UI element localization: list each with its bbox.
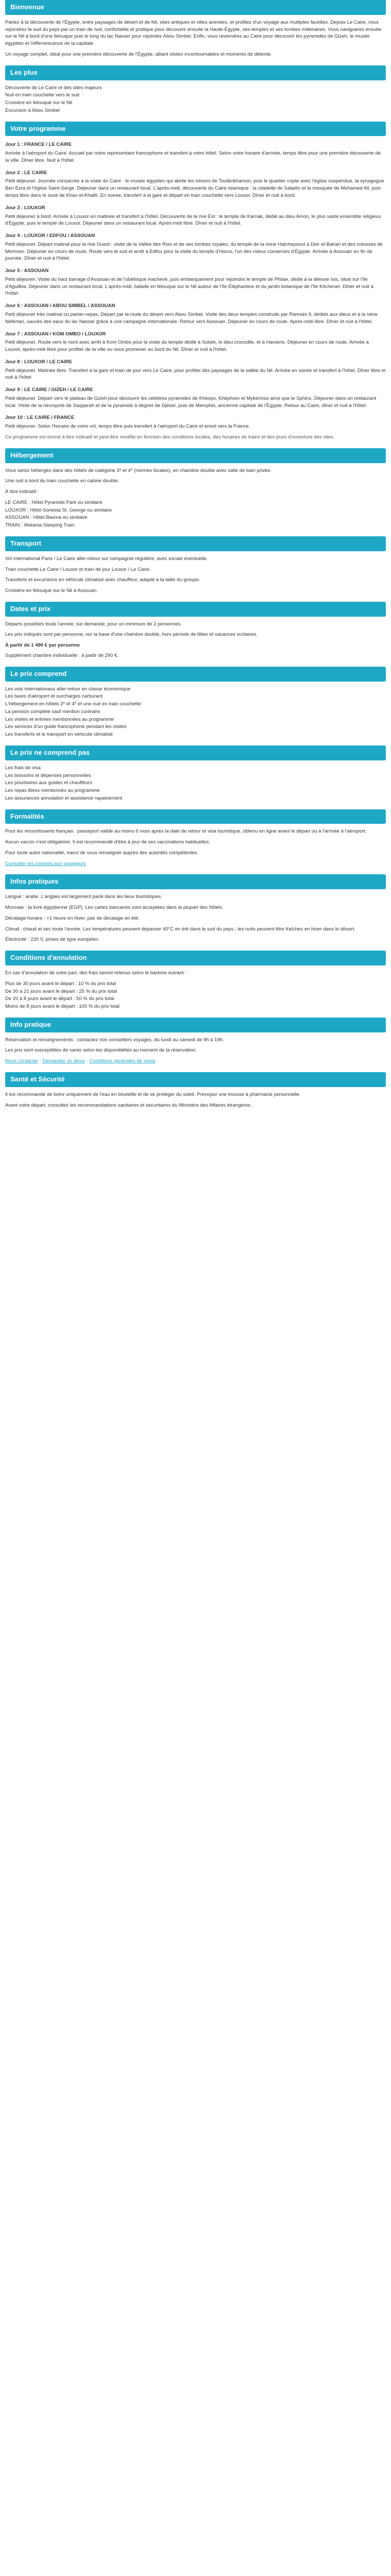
info-pratique-paragraph: Les prix sont susceptibles de varier selon les disponibilités au moment de la réservation. xyxy=(5,1047,197,1054)
non-inclus-item: Les repas libres mentionnés au programme xyxy=(5,788,100,794)
day-text: Arrivée à l'aéroport du Caire. Accueil par notre représentant francophone et transfert à votre hôtel. Selon votre horaire d'arrivée, temps libre pour une première découverte de la ville. Dîner libre. Nuit à l'hôtel. xyxy=(5,150,381,163)
day-text: Petit déjeuner. Journée consacrée à la visite du Caire : le musée égyptien qui abrite les trésors de Toutânkhamon, puis le quartier copte avec l'église suspendue, la synagogue Ben Ezra et l'église Saint-Serge. Déjeuner dans un restaurant local. L'après-midi, découverte du Caire islamique : la citadelle de Saladin et la mosquée de Mohamed Ali, puis temps libre dans le souk de Khan el-Khalili. En soirée, transfert à la gare et départ en train couchette vers Louxor. Dîner et nuit à bord. xyxy=(5,178,384,199)
section-header-sante: Santé et Sécurité xyxy=(5,1072,386,1087)
section-header-programme: Votre programme xyxy=(5,122,386,137)
day-text: Petit déjeuner. Matinée libre. Transfert à la gare et train de jour vers Le Caire, pour profiter des paysages de la vallée du Nil. Arrivée en soirée et transfert à l'hôtel. Dîner libre et nuit à l'hôtel. xyxy=(5,367,386,381)
les-plus-item: Croisière en felouque sur le Nil xyxy=(5,100,72,106)
hebergement-item: TRAIN : Watania Sleeping Train xyxy=(5,522,75,529)
section-header-info-pratique: Info pratique xyxy=(5,1018,386,1032)
section-header-hebergement: Hébergement xyxy=(5,448,386,463)
day-text: Petit déjeuner. Départ matinal pour la rive Ouest : visite de la Vallée des Rois et de ses tombes royales, du temple de la reine Hatchepsout à Deir el-Bahari et des colosses de Memnon. Déjeuner en cours de route. Route vers le sud et arrêt à Edfou pour la visite du temple d'Horus, l'un des mieux conservés d'Égypte. Arrivée à Assouan en fin de journée. Dîner et nuit à l'hôtel. xyxy=(5,241,383,262)
inclus-item: L'hébergement en hôtels 3* et 4* et une nuit en train couchette xyxy=(5,701,141,707)
section-header-transport: Transport xyxy=(5,536,386,551)
non-inclus-item: Les boissons et dépenses personnelles xyxy=(5,772,91,778)
les-plus-item: Nuit en train couchette vers le sud xyxy=(5,92,79,98)
day-text: Petit déjeuner à bord. Arrivée à Louxor en matinée et transfert à l'hôtel. Découverte de la rive Est : le temple de Karnak, dédié au dieu Amon, le plus vaste ensemble religieux d'Égypte, puis le temple de Louxor. Déjeuner dans un restaurant local. Après-midi libre. Dîner et nuit à l'hôtel. xyxy=(5,213,381,227)
inclus-item: Les transferts et le transport en véhicule climatisé xyxy=(5,732,113,738)
day-title: Jour 7 : ASSOUAN / KOM OMBO / LOUXOR xyxy=(5,331,106,337)
annulation-item: De 30 à 21 jours avant le départ : 25 % du prix total xyxy=(5,988,117,994)
hebergement-item: LOUXOR : Hôtel Sonesta St. George ou similaire xyxy=(5,507,112,513)
hebergement-paragraph: Vous serez hébergés dans des hôtels de catégorie 3* et 4* (normes locales), en chambre double avec salle de bain privée. xyxy=(5,467,272,473)
bienvenue-paragraph: Un voyage complet, idéal pour une première découverte de l'Égypte, alliant visites incontournables et moments de détente. xyxy=(5,51,272,57)
infos-pratiques-paragraph: Monnaie : la livre égyptienne (EGP). Les cartes bancaires sont acceptées dans la plupart des hôtels. xyxy=(5,905,223,911)
infos-pratiques-paragraph: Électricité : 220 V, prises de type européen. xyxy=(5,937,100,943)
formalites-paragraph: Aucun vaccin n'est obligatoire. Il est recommandé d'être à jour de ses vaccinations habituelles. xyxy=(5,839,210,845)
annulation-item: Moins de 8 jours avant le départ : 100 % du prix total xyxy=(5,1004,120,1010)
day-title: Jour 4 : LOUXOR / EDFOU / ASSOUAN xyxy=(5,233,95,239)
section-header-annulation: Conditions d'annulation xyxy=(5,951,386,965)
infos-pratiques-paragraph: Climat : chaud et sec toute l'année. Les températures peuvent dépasser 40°C en été dans le sud du pays ; les nuits peuvent être fraîches en hiver dans le désert. xyxy=(5,926,355,932)
les-plus-item: Découverte de Le Caire et des sites majeurs xyxy=(5,84,102,91)
day-title: Jour 3 : LOUXOR xyxy=(5,205,45,211)
dates-prix-paragraph: Les prix indiqués sont par personne, sur la base d'une chambre double, hors période de fêtes et vacances scolaires. xyxy=(5,632,258,638)
day-title: Jour 1 : FRANCE / LE CAIRE xyxy=(5,142,72,148)
day-text: Petit déjeuner. Visite du haut barrage d'Assouan et de l'obélisque inachevé, puis embarquement pour rejoindre le temple de Philae, dédié à la déesse Isis, situé sur l'île d'Aguilkia. Déjeuner dans un restaurant local. L'après-midi, balade en felouque sur le Nil autour de l'île Éléphantine et du jardin botanique de l'île Kitchener. Dîner et nuit à l'hôtel. xyxy=(5,276,373,297)
dates-prix-paragraph: Départs possibles toute l'année, sur demande, pour un minimum de 2 personnes. xyxy=(5,621,182,627)
section-header-non-inclus: Le prix ne comprend pas xyxy=(5,745,386,760)
inclus-item: Les visites et entrées mentionnées au programme xyxy=(5,716,114,722)
cgv-link[interactable]: Conditions générales de vente xyxy=(89,1058,156,1064)
day-title: Jour 5 : ASSOUAN xyxy=(5,268,49,274)
formalites-paragraph: Pour toute autre nationalité, merci de vous renseigner auprès des autorités compétentes. xyxy=(5,850,199,856)
day-title: Jour 8 : LOUXOR / LE CAIRE xyxy=(5,359,72,365)
devis-link[interactable]: Demander un devis xyxy=(42,1058,85,1064)
transport-paragraph: Transferts et excursions en véhicule climatisé avec chauffeur, adapté à la taille du groupe. xyxy=(5,577,201,583)
section-header-infos-pratiques: Infos pratiques xyxy=(5,874,386,889)
non-inclus-item: Les frais de visa xyxy=(5,765,41,771)
annulation-paragraph: En cas d'annulation de votre part, des frais seront retenus selon le barème suivant : xyxy=(5,970,187,976)
day-title: Jour 2 : LE CAIRE xyxy=(5,170,47,176)
day-text: Petit déjeuner très matinal ou panier-repas. Départ par la route du désert vers Abou Simbel. Visite des deux temples construits par Ramsès II, dédiés aux dieux et à la reine Néfertari, sauvés des eaux du lac Nasser grâce à une campagne internationale. Retour vers Assouan. Déjeuner en cours de route. Après-midi libre. Dîner et nuit à l'hôtel. xyxy=(5,311,378,325)
infos-pratiques-paragraph: Décalage horaire : +1 heure en hiver, pas de décalage en été. xyxy=(5,915,140,921)
day-text: Petit déjeuner. Route vers le nord avec arrêt à Kom Ombo pour la visite du temple dédié à Sobek, le dieu crocodile, et à Haroeris. Déjeuner en cours de route. Arrivée à Louxor, après-midi libre pour profiter de la ville ou vous promener au bord du Nil. Dîner et nuit à l'hôtel. xyxy=(5,340,369,353)
hebergement-item: ASSOUAN : Hôtel Basma ou similaire xyxy=(5,515,88,521)
sante-paragraph: Avant votre départ, consultez les recommandations sanitaires et sécuritaires du Ministère des Affaires étrangères. xyxy=(5,1102,252,1108)
inclus-item: Les vols internationaux aller-retour en classe économique xyxy=(5,686,131,692)
info-pratique-paragraph: Réservation et renseignements : contactez nos conseillers voyages, du lundi au samedi de 9h à 19h. xyxy=(5,1037,224,1043)
page: Bienvenue Partez à la découverte de l'Égypte, entre paysages de désert et de Nil, sites antiques et villes animées, et profitez d'un voyage aux multiples facettes. Depuis Le Caire, vous rejoindrez le sud du pays par un train de nuit, confortable et pratique pour découvrir ensuite la Haute-Égypte, ses temples et ses tombes millénaires. Vous naviguerez ensuite sur le Nil à bord d'une felouque puis le long du lac Nasser pour rejoindre Abou Simbel. Enfin, vous reviendrez au Caire pour découvrir les pyramides de Gizeh, le musée égyptien et l'effervescence de la capitale. Un voyage complet, idéal pour une première découverte de l'Égypte, alliant visites incontournables et moments de détente. Les plus Découverte de Le Caire et des sites majeurs Nuit en train couchette vers le sud Croisière en felouque sur le Nil Excursion à Abou Simbel Votre programme Jour 1 : FRANCE / LE CAIRE Arrivée à l'aéroport du Caire. Accueil par notre représentant francophone et transfert à votre hôtel. Selon votre horaire d'arrivée, temps libre pour une première découverte de la ville. Dîner libre. Nuit à l'hôtel. Jour 2 : LE CAIRE Petit déjeuner. Journée consacrée à la visite du Caire : le musée égyptien qui abrite les trésors de Toutânkhamon, puis le quartier copte avec l'église suspendue, la synagogue Ben Ezra et l'église Saint-Serge. Déjeuner dans un restaurant local. L'après-midi, découverte du Caire islamique : la citadelle de Saladin et la mosquée de Mohamed Ali, puis temps libre dans le souk de Khan el-Khalili. En soirée, transfert à la gare et départ en train couchette vers Louxor. Dîner et nuit à bord. Jour 3 : LOUXOR Petit déjeuner à bord. Arrivée à Louxor en matinée et transfert à l'hôtel. Découverte de la rive Est : le temple de Karnak, dédié au dieu Amon, le plus vaste ensemble religieux d'Égypte, puis le temple de Louxor. Déjeuner dans un restaurant local. Après-midi libre. Dîner et nuit à l'hôtel. Jour 4 : LOUXOR / EDFOU / ASSOUAN Petit déjeuner. Départ matinal pour la rive Ouest : visite de la Vallée des Rois et de ses tombes royales, du temple de la reine Hatchepsout à Deir el-Bahari et des colosses de Memnon. Déjeuner en cours de route. Route vers le sud et arrêt à Edfou pour la visite du temple d'Horus, l'un des mieux conservés d'Égypte. Arrivée à Assouan en fin de journée. Dîner et nuit à l'hôtel. Jour 5 : ASSOUAN Petit déjeuner. Visite du haut barrage d'Assouan et de l'obélisque inachevé, puis embarquement pour rejoindre le temple de Philae, dédié à la déesse Isis, situé sur l'île d'Aguilkia. Déjeuner dans un restaurant local. L'après-midi, balade en felouque sur le Nil autour de l'île Éléphantine et du jardin botanique de l'île Kitchener. Dîner et nuit à l'hôtel. Jour 6 : ASSOUAN / ABOU SIMBEL / ASSOUAN Petit déjeuner très matinal ou panier-repas. Départ par la route du désert vers Abou Simbel. Visite des deux temples construits par Ramsès II, dédiés aux dieux et à la reine Néfertari, sauvés des eaux du lac Nasser grâce à une campagne internationale. Retour vers Assouan. Déjeuner en cours de route. Après-midi libre. Dîner et nuit à l'hôtel. Jour 7 : ASSOUAN / KOM OMBO / LOUXOR Petit déjeuner. Route vers le nord avec arrêt à Kom Ombo pour la visite du temple dédié à Sobek, le dieu crocodile, et à Haroeris. Déjeuner en cours de route. Arrivée à Louxor, après-midi libre pour profiter de la ville ou vous promener au bord du Nil. Dîner et nuit à l'hôtel. Jour 8 : LOUXOR / LE CAIRE Petit déjeuner. Matinée libre. Transfert à la gare et train de jour vers Le Caire, pour profiter des paysages de la vallée du Nil. Arrivée en soirée et transfert à l'hôtel. Dîner libre et nuit à l'hôtel. Jour 9 : LE CAIRE / GIZEH / LE CAIRE Petit déjeuner. Départ vers le plateau de Gizeh pour découvrir les célèbres pyramides de Khéops, Khéphren et Mykérinos ainsi que le Sphinx. Déjeuner dans un restaurant local. Visite de la nécropole de Saqqarah et de la pyramide à degrés de Djéser, puis de Memphis, ancienne capitale de l'Égypte. Retour au Caire, dîner et nuit à l'hôtel. Jour 10 : LE CAIRE / FRANCE Petit déjeuner. Selon l'horaire de votre vol, temps libre puis transfert à l'aéroport du Caire et envol vers la France. Ce programme est donné à titre indicatif et peut être modifié en fonction des conditions locales, des horaires de trains et des jours d'ouverture des sites. Hébergement Vous serez hébergés dans des hôtels de catégorie 3* et 4* (normes locales), en chambre double avec salle de bain privée. Une nuit à bord du train couchette en cabine double. À titre indicatif : LE CAIRE : Hôtel Pyramids Park ou similaire LOUXOR : Hôtel Sonesta St. George ou similaire ASSOUAN : Hôtel Basma ou similaire TRAIN : Watania Sleeping Train Transport Vol international Paris / Le Caire aller-retour sur compagnie régulière, avec escale éventuelle. Train couchette Le Caire / Louxor et train de jour Louxor / Le Caire. Transferts et excursions en véhicule climatisé avec chauffeur, adapté à la taille du groupe. Croisière en felouque sur le Nil à Assouan. Dates et prix Départs possibles toute l'année, sur demande, pour un minimum de 2 personnes. Les prix indiqués sont par personne, sur la base d'une chambre double, hors période de fêtes et vacances scolaires. À partir de 1 490 € par personne Supplément chambre individuelle : à partir de 290 €. Le prix comprend Les vols internationaux aller-retour en classe économique Les taxes d'aéroport et surcharges carburant L'hébergement en hôtels 3* et 4* et une nuit en train couchette La pension complète sauf mention contraire Les visites et entrées mentionnées au programme Les services d'un guide francophone pendant les visites Les transferts et le transport en véhicule climatisé Le prix ne comprend pas Les frais de visa Les boissons et dépenses personnelles Les pourboires aux guides et chauffeurs Les repas libres mentionnés au programme Les assurances annulation et assistance rapatriement Formalités Pour les ressortissants français : passeport valide au moins 6 mois après la date de retour et visa touristique, obtenu en ligne avant le départ ou à l'arrivée à l'aéroport. Aucun vaccin n'est obligatoire. Il est recommandé d'être à jour de ses vaccinations habituelles. Pour toute autre nationalité, merci de vous renseigner auprès des autorités compétentes. Consulter les conseils aux voyageurs Infos pratiques Langue : arabe. L'anglais est largement parlé dans les lieux touristiques. Monnaie : la livre égyptienne (EGP). Les cartes bancaires sont acceptées dans la plupart des hôtels. Décalage horaire : +1 heure en hiver, pas de décalage en été. Climat : chaud et sec toute l'année. Les températures peuvent dépasser 40°C en été dans le sud du pays ; les nuits peuvent être fraîches en hiver dans le désert. Électricité : 220 V, prises de type européen. Conditions d'annulation En cas d'annulation de votre part, des frais seront retenus selon le barème suivant : Plus de 30 jours avant le départ : 10 % du prix total De 30 à 21 jours avant le départ : 25 % du prix total De 20 à 8 jours avant le départ : 50 % du prix total Moins de 8 jours avant le départ : 100 % du prix total Info pratique Réservation et renseignements : contactez nos conseillers voyages, du lundi au samedi de 9h à 19h. Les prix sont susceptibles de varier selon les disponibilités au moment de la réservation. Nous contacter · Demander un devis · Conditions générales de vente Santé et Sécurité Il est recommandé de boire uniquement de l'eau en bouteille et de se protéger du soleil. Prévoyez une trousse à pharmacie personnelle. Avant votre départ, consultez les recommandations sanitaires et sécuritaires du Ministère des Affaires étrangères. xyxy=(0,0,391,1109)
transport-paragraph: Train couchette Le Caire / Louxor et train de jour Louxor / Le Caire. xyxy=(5,566,151,572)
section-header-inclus: Le prix comprend xyxy=(5,667,386,682)
section-header-les-plus: Les plus xyxy=(5,65,386,80)
hebergement-paragraph: À titre indicatif : xyxy=(5,489,39,495)
les-plus-item: Excursion à Abou Simbel xyxy=(5,107,60,113)
hebergement-item: LE CAIRE : Hôtel Pyramids Park ou similaire xyxy=(5,499,103,505)
transport-paragraph: Croisière en felouque sur le Nil à Assouan. xyxy=(5,588,98,594)
contact-link[interactable]: Nous contacter xyxy=(5,1058,38,1064)
inclus-item: La pension complète sauf mention contraire xyxy=(5,708,101,715)
section-header-dates-prix: Dates et prix xyxy=(5,602,386,617)
day-title: Jour 6 : ASSOUAN / ABOU SIMBEL / ASSOUAN xyxy=(5,303,116,309)
day-text: Petit déjeuner. Selon l'horaire de votre vol, temps libre puis transfert à l'aéroport du Caire et envol vers la France. xyxy=(5,423,250,430)
inclus-item: Les services d'un guide francophone pendant les visites xyxy=(5,724,127,730)
day-title: Jour 10 : LE CAIRE / FRANCE xyxy=(5,415,75,421)
section-header-formalites: Formalités xyxy=(5,809,386,824)
formalites-paragraph: Pour les ressortissants français : passeport valide au moins 6 mois après la date de retour et visa touristique, obtenu en ligne avant le départ ou à l'arrivée à l'aéroport. xyxy=(5,828,367,835)
transport-paragraph: Vol international Paris / Le Caire aller-retour sur compagnie régulière, avec escale éventuelle. xyxy=(5,555,208,562)
infos-pratiques-paragraph: Langue : arabe. L'anglais est largement parlé dans les lieux touristiques. xyxy=(5,894,162,900)
dates-prix-note: Supplément chambre individuelle : à partir de 290 €. xyxy=(5,652,119,658)
day-title: Jour 9 : LE CAIRE / GIZEH / LE CAIRE xyxy=(5,387,93,393)
price-label: À partir de 1 490 € par personne xyxy=(5,642,80,649)
annulation-item: De 20 à 8 jours avant le départ : 50 % du prix total xyxy=(5,996,115,1002)
day-text: Petit déjeuner. Départ vers le plateau de Gizeh pour découvrir les célèbres pyramides de Khéops, Khéphren et Mykérinos ainsi que le Sphinx. Déjeuner dans un restaurant local. Visite de la nécropole de Saqqarah et de la pyramide à degrés de Djéser, puis de Memphis, ancienne capitale de l'Égypte. Retour au Caire, dîner et nuit à l'hôtel. xyxy=(5,395,377,409)
sante-paragraph: Il est recommandé de boire uniquement de l'eau en bouteille et de se protéger du soleil. Prévoyez une trousse à pharmacie personnelle. xyxy=(5,1091,301,1097)
bienvenue-paragraph: Partez à la découverte de l'Égypte, entre paysages de désert et de Nil, sites antiques et villes animées, et profitez d'un voyage aux multiples facettes. Depuis Le Caire, vous rejoindrez le sud du pays par un train de nuit, confortable et pratique pour découvrir ensuite la Haute-Égypte, ses temples et ses tombes millénaires. Vous naviguerez ensuite sur le Nil à bord d'une felouque puis le long du lac Nasser pour rejoindre Abou Simbel. Enfin, vous reviendrez au Caire pour découvrir les pyramides de Gizeh, le musée égyptien et l'effervescence de la capitale. xyxy=(5,19,382,47)
non-inclus-item: Les pourboires aux guides et chauffeurs xyxy=(5,780,92,786)
inclus-item: Les taxes d'aéroport et surcharges carburant xyxy=(5,693,103,700)
annulation-item: Plus de 30 jours avant le départ : 10 % du prix total xyxy=(5,980,116,987)
programme-note: Ce programme est donné à titre indicatif et peut être modifié en fonction des conditions locales, des horaires de trains et des jours d'ouverture des sites. xyxy=(5,434,335,440)
programme-days xyxy=(5,141,386,430)
conseils-voyageurs-link[interactable]: Consulter les conseils aux voyageurs xyxy=(5,860,86,867)
non-inclus-item: Les assurances annulation et assistance rapatriement xyxy=(5,795,123,801)
hebergement-paragraph: Une nuit à bord du train couchette en cabine double. xyxy=(5,478,119,484)
section-header-bienvenue: Bienvenue xyxy=(5,0,386,15)
